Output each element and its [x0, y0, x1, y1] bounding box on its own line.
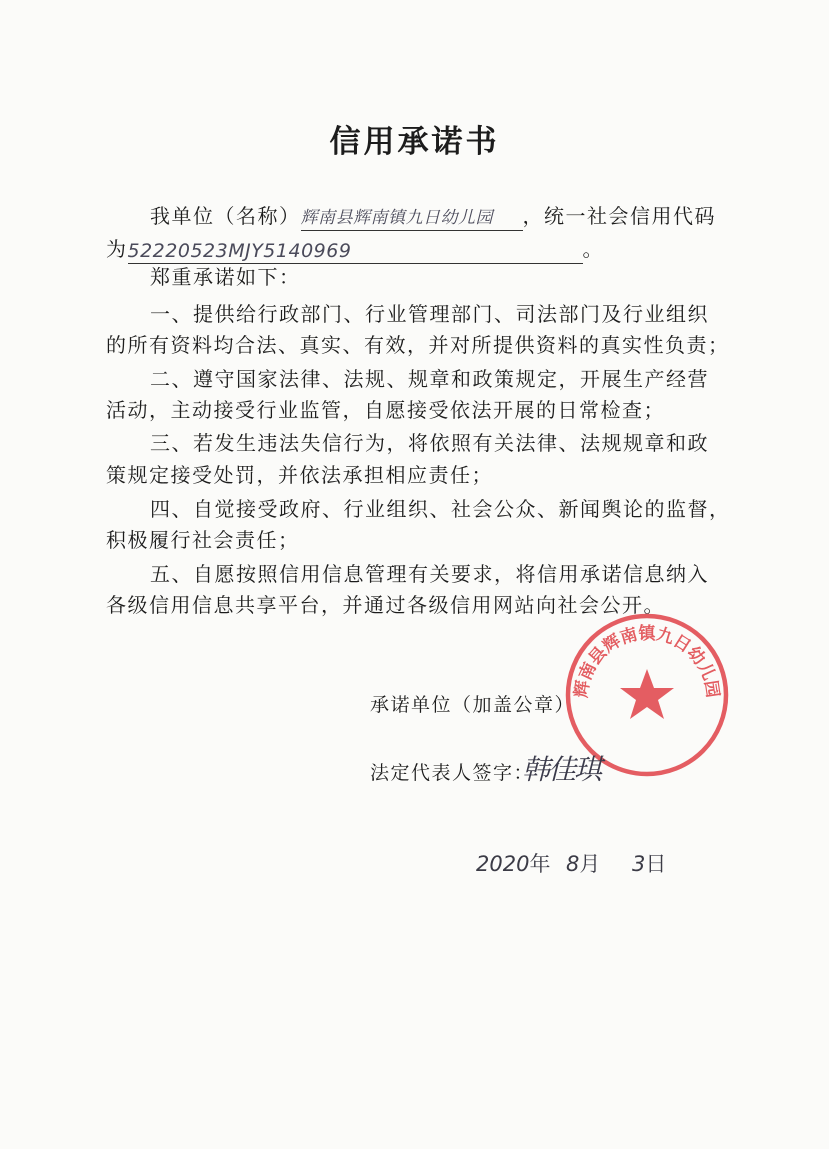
item-3-line-2: 策规定接受处罚，并依法承担相应责任； [106, 463, 493, 487]
date-month-unit: 月 [579, 852, 601, 876]
date-day [632, 848, 666, 878]
date-year [476, 848, 550, 878]
document-title: 信用承诺书 [329, 124, 500, 160]
date-day-value: 3 [632, 852, 646, 876]
item-5-line-2: 各级信用信息共享平台，并通过各级信用网站向社会公开。 [106, 593, 665, 617]
commitment-unit-label: 承诺单位（加盖公章） [370, 694, 576, 716]
intro-prefix: 我单位（名称） [150, 204, 301, 228]
item-4-line-1: 四、自觉接受政府、行业组织、社会公众、新闻舆论的监督， [150, 497, 731, 521]
item-1-line-1: 一、提供给行政部门、行业管理部门、司法部门及行业组织 [150, 302, 709, 326]
promise-heading: 郑重承诺如下： [150, 265, 301, 289]
seal-text: 辉南县辉南镇九日幼儿园 [571, 623, 723, 699]
code-suffix: 。 [582, 237, 604, 261]
seal-star-icon [620, 669, 674, 719]
item-1-line-2: 的所有资料均合法、真实、有效，并对所提供资料的真实性负责； [106, 333, 730, 357]
date-month [566, 848, 600, 878]
credit-code-field [128, 239, 583, 264]
legal-rep-signature: 韩佳琪 [522, 753, 601, 786]
date-month-value: 8 [566, 852, 580, 876]
legal-rep-signature-label: 法定代表人签字： [370, 762, 535, 784]
date-day-unit: 日 [645, 852, 667, 876]
intro-line-1 [150, 201, 750, 231]
org-name-field [301, 206, 523, 231]
date-year-value: 2020 [476, 852, 530, 876]
credit-code-handwritten: 52220523MJY5140969 [127, 240, 352, 262]
code-prefix: 为 [106, 237, 128, 261]
date-year-unit: 年 [529, 852, 551, 876]
intro-line-2 [106, 234, 746, 264]
item-3-line-1: 三、若发生违法失信行为，将依照有关法律、法规规章和政 [150, 431, 709, 455]
item-2-line-1: 二、遵守国家法律、法规、规章和政策规定，开展生产经营 [150, 367, 709, 391]
item-5-line-1: 五、自愿按照信用信息管理有关要求，将信用承诺信息纳入 [150, 562, 709, 586]
item-4-line-2: 积极履行社会责任； [106, 528, 300, 552]
org-name-handwritten: 辉南县辉南镇九日幼儿园 [300, 208, 493, 228]
item-2-line-2: 活动，主动接受行业监管，自愿接受依法开展的日常检查； [106, 398, 665, 422]
intro-mid: ，统一社会信用代码 [522, 204, 716, 228]
